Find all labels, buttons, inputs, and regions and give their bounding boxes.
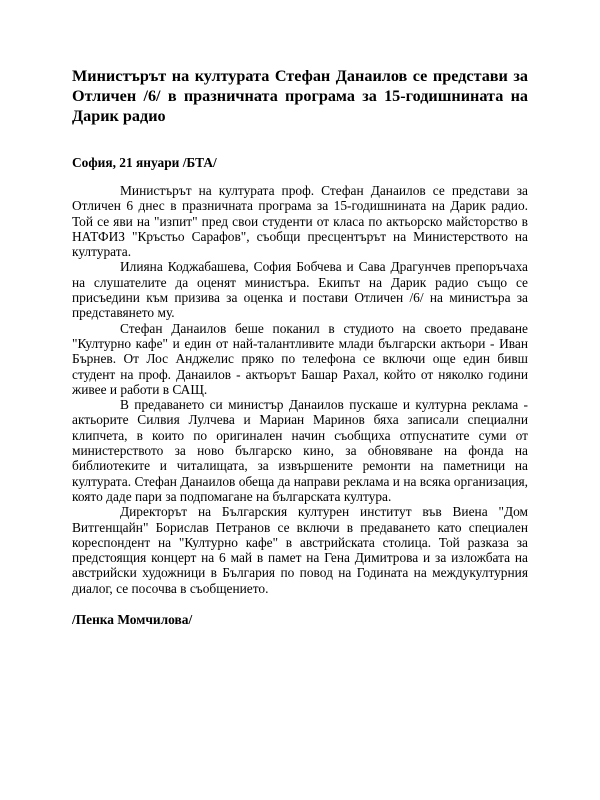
article-paragraph: В предаването си министър Данаилов пускаше и културна реклама - актьорите Силвия Лулчева и Мариан Маринов бяха записали специални клипчета, в които по оригинален начин съобщиха отпуснатите суми от министерството за ново българско кино, за обновяване на фонда на библиотеките и читалищата, за извършените ремонти на паметници на културата. Стефан Данаилов обеща да направи реклама и на всяка организация, която даде пари за подпомагане на българската култура. bbox=[72, 397, 528, 504]
article-body bbox=[72, 183, 528, 596]
article-dateline: София, 21 януари /БТА/ bbox=[72, 155, 217, 170]
article-paragraph: Илияна Коджабашева, София Бобчева и Сава Драгунчев препоръчаха на слушателите да оценят министъра. Екипът на Дарик радио също се присъедини към призива за оценка и постави Отличен /6/ на министъра за представянето му. bbox=[72, 259, 528, 321]
article-author: /Пенка Момчилова/ bbox=[72, 612, 193, 627]
article-paragraph: Стефан Данаилов беше поканил в студиото на своето предаване "Културно кафе" и един от най-талантливите млади български актьори - Иван Бърнев. От Лос Анджелис пряко по телефона се включи още един бивш студент на проф. Данаилов - актьорът Башар Рахал, който от няколко години живее и работи в САЩ. bbox=[72, 320, 528, 397]
document-page bbox=[72, 66, 528, 627]
article-title: Министърът на културата Стефан Данаилов се представи за Отличен /6/ в празничната програма за 15-годишнината на Дарик радио bbox=[72, 67, 528, 125]
article-paragraph: Директорът на Българския културен институт във Виена "Дом Витгенщайн" Борислав Петранов се включи в предаването като специален кореспондент на "Културно кафе" в австрийската столица. Той разказа за предстоящия концерт на 6 май в памет на Гена Димитрова и за изложбата на австрийски художници в България по повод на Годината на междукултурния диалог, се посочва в съобщението. bbox=[72, 504, 528, 596]
article-paragraph: Министърът на културата проф. Стефан Данаилов се представи за Отличен 6 днес в празничната програма за 15-годишнината на Дарик радио. Той се яви на "изпит" пред свои студенти от класа по актьорско майсторство в НАТФИЗ "Кръстьо Сарафов", съобщи пресцентърът на Министерството на културата. bbox=[72, 183, 528, 260]
